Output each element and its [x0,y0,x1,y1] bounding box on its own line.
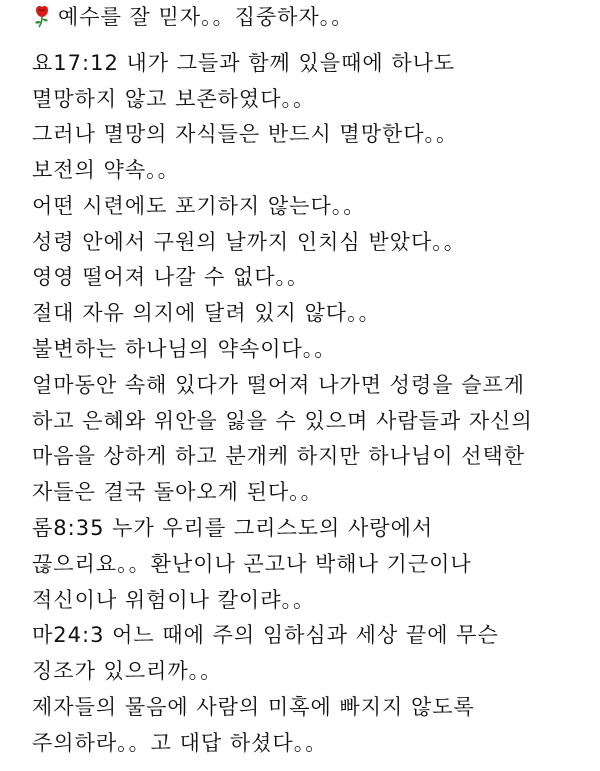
title-line [32,2,353,32]
text-line: 하고 은혜와 위안을 잃을 수 있으며 사람들과 자신의 [32,409,533,433]
text-line: 성령 안에서 구원의 날까지 인치심 받았다。。 [32,230,466,254]
text-line: 징조가 있으리까。。 [32,659,223,683]
text-line: 그러나 멸망의 자식들은 반드시 멸망한다。。 [32,122,459,146]
text-line: 적신이나 위험이나 칼이랴。。 [32,588,315,612]
text-line: 마24:3 어느 때에 주의 임하심과 세상 끝에 무슨 [32,623,499,647]
text-line: 어떤 시련에도 포기하지 않는다。。 [32,194,366,218]
text-line: 영영 떨어져 나갈 수 없다。。 [32,265,310,289]
text-line: 롬8:35 누가 우리를 그리스도의 사랑에서 [32,516,434,540]
text-line: 보전의 약속。。 [32,158,180,182]
title-text: 예수를 잘 믿자。。집중하자。。 [58,5,354,29]
text-line: 제자들의 물음에 사람의 미혹에 빠지지 않도록 [32,695,475,719]
text-line: 마음을 상하게 하고 분개케 하지만 하나님이 선택한 [32,444,526,468]
text-line: 자들은 결국 돌아오게 된다。。 [32,480,323,504]
text-line: 요17:12 내가 그들과 함께 있을때에 하나도 [32,51,456,75]
rose-icon [32,4,52,28]
text-line: 얼마동안 속해 있다가 떨어져 나가면 성령을 슬프게 [32,373,526,397]
text-line: 멸망하지 않고 보존하였다。。 [32,87,315,111]
text-line: 불변하는 하나님의 약속이다。。 [32,337,337,361]
text-line: 끊으리요。。환난이나 곤고나 박해나 기근이나 [32,552,472,576]
text-line: 절대 자유 의지에 달려 있지 않다。。 [32,301,381,325]
text-line: 주의하라。。고 대답 하셨다。。 [32,731,328,755]
